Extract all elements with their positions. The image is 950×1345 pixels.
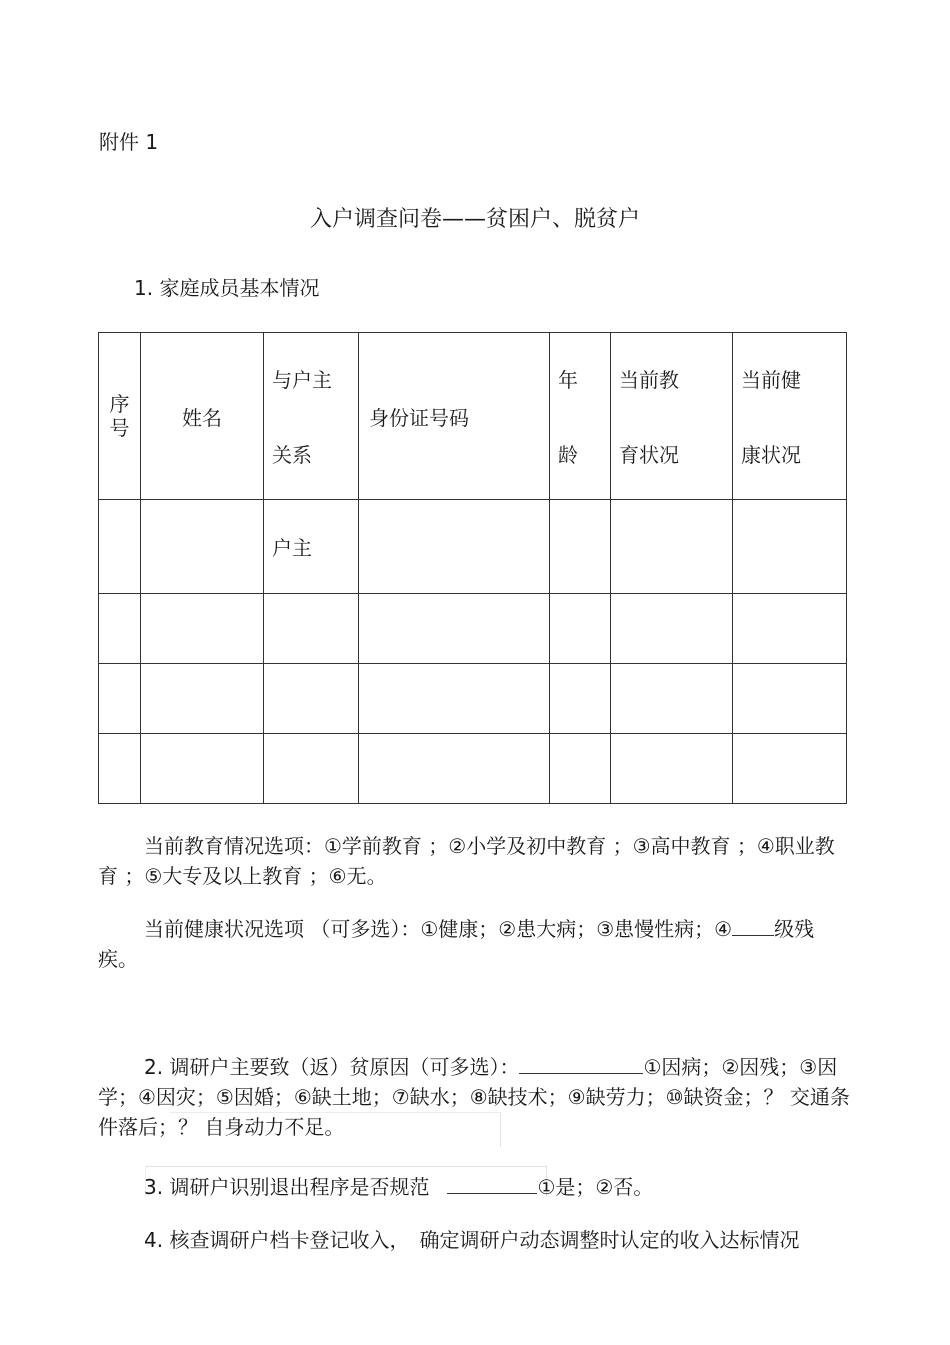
header-age: 年 龄 <box>550 333 611 500</box>
education-options-note: 当前教育情况选项：①学前教育 ；②小学及初中教育 ；③高中教育 ；④职业教育 ；⑤大专及以上教育 ；⑥无。 <box>98 834 835 888</box>
cell-relation[interactable]: 户主 <box>264 500 359 594</box>
cell-health[interactable] <box>733 734 847 804</box>
cell-name[interactable] <box>141 594 264 664</box>
header-name: 姓名 <box>141 333 264 500</box>
cell-seq[interactable] <box>99 734 141 804</box>
header-relation: 与户主 关系 <box>264 333 359 500</box>
table-row <box>99 594 847 664</box>
health-options-note: 当前健康状况选项 （可多选）：①健康；②患大病；③患慢性病；④ 级残疾。 <box>98 917 815 971</box>
disability-level-blank[interactable] <box>732 915 774 936</box>
table-row <box>99 664 847 734</box>
cell-age[interactable] <box>550 664 611 734</box>
header-seq: 序 号 <box>99 333 141 500</box>
cell-id-number[interactable] <box>359 664 550 734</box>
cell-health[interactable] <box>733 500 847 594</box>
q3-answer-blank[interactable] <box>447 1173 537 1194</box>
table-row <box>99 500 847 594</box>
cell-age[interactable] <box>550 734 611 804</box>
header-health: 当前健 康状况 <box>733 333 847 500</box>
cell-name[interactable] <box>141 664 264 734</box>
cell-education[interactable] <box>611 664 733 734</box>
cell-education[interactable] <box>611 500 733 594</box>
cell-health[interactable] <box>733 664 847 734</box>
cell-seq[interactable] <box>99 664 141 734</box>
header-id-number: 身份证号码 <box>359 333 550 500</box>
cell-health[interactable] <box>733 594 847 664</box>
cell-id-number[interactable] <box>359 594 550 664</box>
cell-relation[interactable] <box>264 594 359 664</box>
document-title: 入户调查问卷——贫困户、脱贫户 <box>309 207 640 232</box>
question-4: 4. 核查调研户档卡登记收入， 确定调研户动态调整时认定的收入达标情况 <box>144 1228 800 1252</box>
cell-education[interactable] <box>611 734 733 804</box>
cell-name[interactable] <box>141 500 264 594</box>
family-members-table <box>98 332 847 804</box>
header-education: 当前教 育状况 <box>611 333 733 500</box>
cell-id-number[interactable] <box>359 500 550 594</box>
question-3: 3. 调研户识别退出程序是否规范 ①是；②否。 <box>144 1175 654 1199</box>
q2-answer-blank[interactable] <box>519 1053 643 1074</box>
cell-id-number[interactable] <box>359 734 550 804</box>
cell-age[interactable] <box>550 594 611 664</box>
cell-age[interactable] <box>550 500 611 594</box>
cell-education[interactable] <box>611 594 733 664</box>
annex-label: 附件 1 <box>99 130 159 154</box>
section-1-heading: 1. 家庭成员基本情况 <box>134 276 320 300</box>
cell-relation[interactable] <box>264 664 359 734</box>
cell-seq[interactable] <box>99 594 141 664</box>
cell-relation[interactable] <box>264 734 359 804</box>
cell-name[interactable] <box>141 734 264 804</box>
table-header-row <box>99 333 847 500</box>
table-row <box>99 734 847 804</box>
question-2: 2. 调研户主要致（返）贫原因（可多选）： ①因病；②因残；③因学；④因灾；⑤因婚；⑥缺土地；⑦缺水；⑧缺技术；⑨缺劳力；⑩缺资金；？ 交通条件落后；？ 自身动力不足。 <box>98 1055 850 1139</box>
cell-seq[interactable] <box>99 500 141 594</box>
